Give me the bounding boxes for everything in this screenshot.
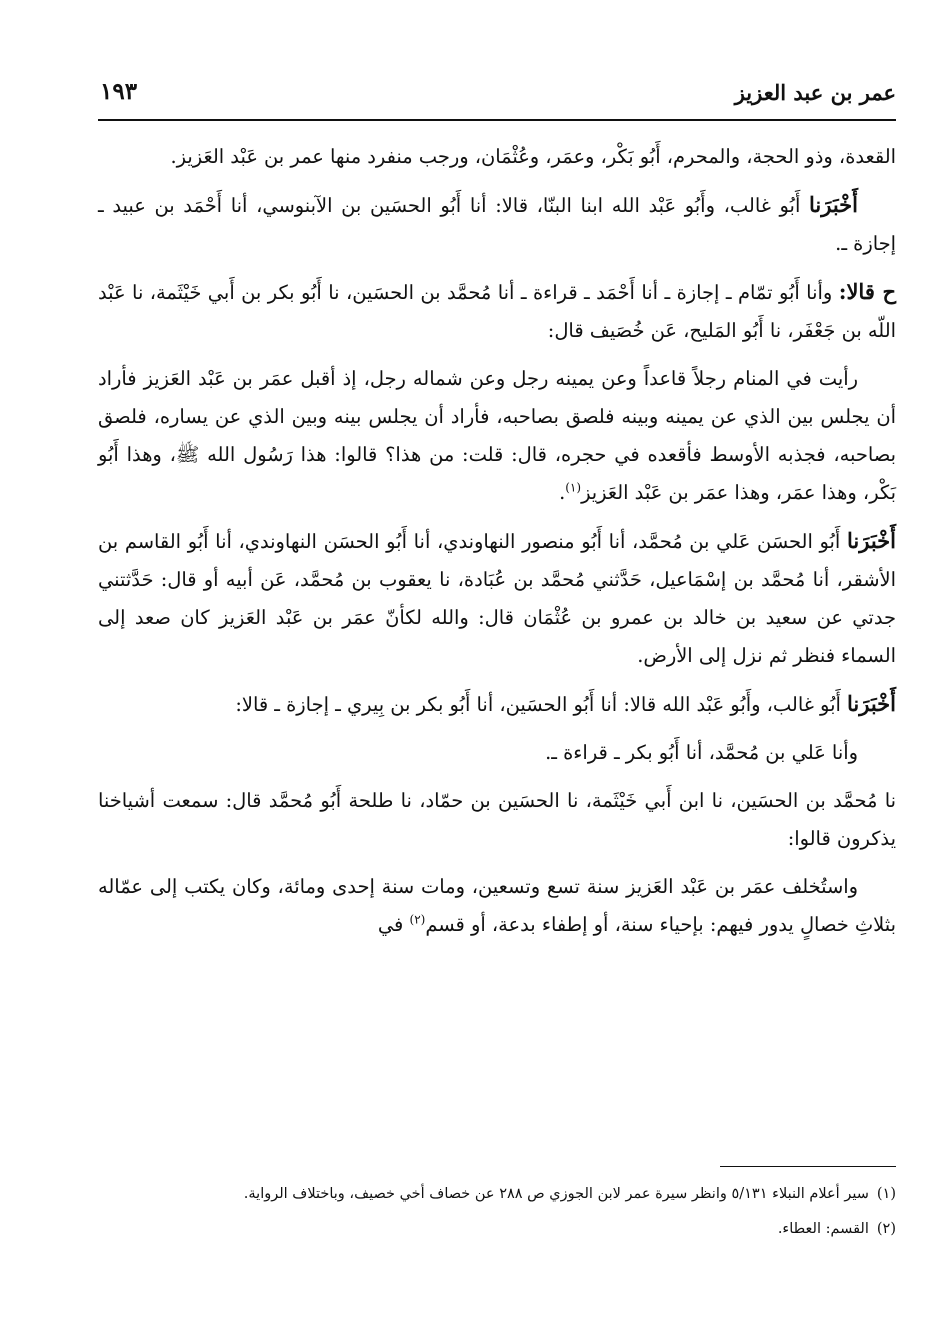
- page-header: [98, 72, 896, 110]
- paragraph: [98, 273, 896, 350]
- paragraph-text: واستُخلف عمَر بن عَبْد العَزيز سنة تسع وتسعين، ومات سنة إحدى ومائة، وكان يكتب إلى عمّاله بثلاثِ خصالٍ يدور فيهم: بإحياء سنة، أو إطفاء بدعة، أو قسم: [98, 875, 896, 936]
- paragraph-text: أَبُو غالب، وأَبُو عَبْد الله ابنا البنّا، قالا: أنا أَبُو الحسَين بن الآبنوسي، أنا أَحْمَد بن عبيد ـ إجازة ـ.: [98, 194, 896, 255]
- paragraph-lead: أَخْبَرَنا: [809, 192, 858, 217]
- paragraph-text: أَبُو الحسَن عَلي بن مُحمَّد، أنا أَبُو منصور النهاوندي، أنا أَبُو الحسَن النهاوندي، أنا أَبُو القاسم بن الأشقر، أنا مُحمَّد بن إسْمَاعيل، حَدَّثني مُحمَّد بن عُبَادة، نا يعقوب بن مُحمَّد، عَن أبيه أو قال: حَدَّثتني جدتي عن سعيد بن خالد بن عمرو بن عُثْمَان قال: والله لكأنّ عمَر بن عَبْد العَزيز كان صعد إلى السماء فنظر ثم نزل إلى الأرض.: [98, 530, 896, 667]
- paragraph: [98, 138, 896, 176]
- footnote-reference: (١): [565, 480, 582, 495]
- main-text: [98, 138, 896, 954]
- paragraph-tail: في: [377, 913, 410, 936]
- paragraph-lead: ح قالا:: [838, 279, 896, 304]
- footnote-marker: (١): [876, 1186, 896, 1202]
- paragraph-text: رأيت في المنام رجلاً قاعداً وعن يمينه رجل وعن شماله رجل، إذ أقبل عمَر بن عَبْد العَزيز فأراد أن يجلس بين الذي عن يمينه وبينه فلصق بصاحبه، فأراد أن يجلس بينه وبين الذي عن يساره، فلصق بصاحبه، فجذبه الأوسط فأقعده في حجره، قال: قلت: من هذا؟ قالوا: هذا رَسُول الله ﷺ، وهذا أَبُو بَكْر، وهذا عمَر، وهذا عمَر بن عَبْد العَزيز: [98, 367, 896, 504]
- footnote-rule: [720, 1166, 896, 1167]
- footnote-marker: (٢): [876, 1221, 896, 1237]
- paragraph-text: القعدة، وذو الحجة، والمحرم، أَبُو بَكْر، وعمَر، وعُثْمَان، ورجب منفرد منها عمر بن عَبْد العَزيز.: [170, 145, 896, 168]
- paragraph: [98, 868, 896, 944]
- footnote-text: سير أعلام النبلاء ٥/١٣١ وانظر سيرة عمر لابن الجوزي ص ٢٨٨ عن خصاف أخي خصيف، وباختلاف الرواية.: [243, 1186, 869, 1202]
- footnote-text: القسم: العطاء.: [777, 1221, 869, 1237]
- paragraph-tail: .: [559, 481, 566, 504]
- paragraph: [98, 782, 896, 858]
- paragraph: [98, 360, 896, 512]
- paragraph-text: وأنا عَلي بن مُحمَّد، أنا أَبُو بكر ـ قراءة ـ.: [545, 741, 858, 764]
- paragraph: [98, 685, 896, 724]
- footnotes: [98, 1180, 896, 1250]
- footnote: [98, 1180, 896, 1209]
- header-rule: [98, 119, 896, 121]
- paragraph-text: نا مُحمَّد بن الحسَين، نا ابن أَبي خَيْثَمة، نا الحسَين بن حمّاد، نا طلحة أَبُو مُحمَّد قال: سمعت أشياخنا يذكرون قالوا:: [98, 789, 896, 850]
- paragraph: [98, 734, 896, 772]
- paragraph: [98, 186, 896, 263]
- paragraph-text: أَبُو غالب، وأَبُو عَبْد الله قالا: أنا أَبُو الحسَين، أنا أَبُو بكر بن بِيري ـ إجازة ـ قالا:: [235, 693, 848, 716]
- paragraph-lead: أَخْبَرَنا: [847, 691, 896, 716]
- footnote: [98, 1215, 896, 1244]
- paragraph: [98, 522, 896, 675]
- paragraph-text: وأنا أَبُو تمّام ـ إجازة ـ أنا أَحْمَد ـ قراءة ـ أنا مُحمَّد بن الحسَين، نا أَبُو بكر بن أَبي خَيْثَمة، نا عَبْد اللّه بن جَعْفَر، نا أَبُو المَليح، عَن خُصَيف قال:: [98, 281, 896, 342]
- running-title: عمر بن عبد العزيز: [734, 80, 896, 105]
- paragraph-lead: أَخْبَرَنا: [847, 528, 896, 553]
- footnote-reference: (٢): [409, 912, 426, 927]
- page-number: ١٩٣: [100, 78, 138, 105]
